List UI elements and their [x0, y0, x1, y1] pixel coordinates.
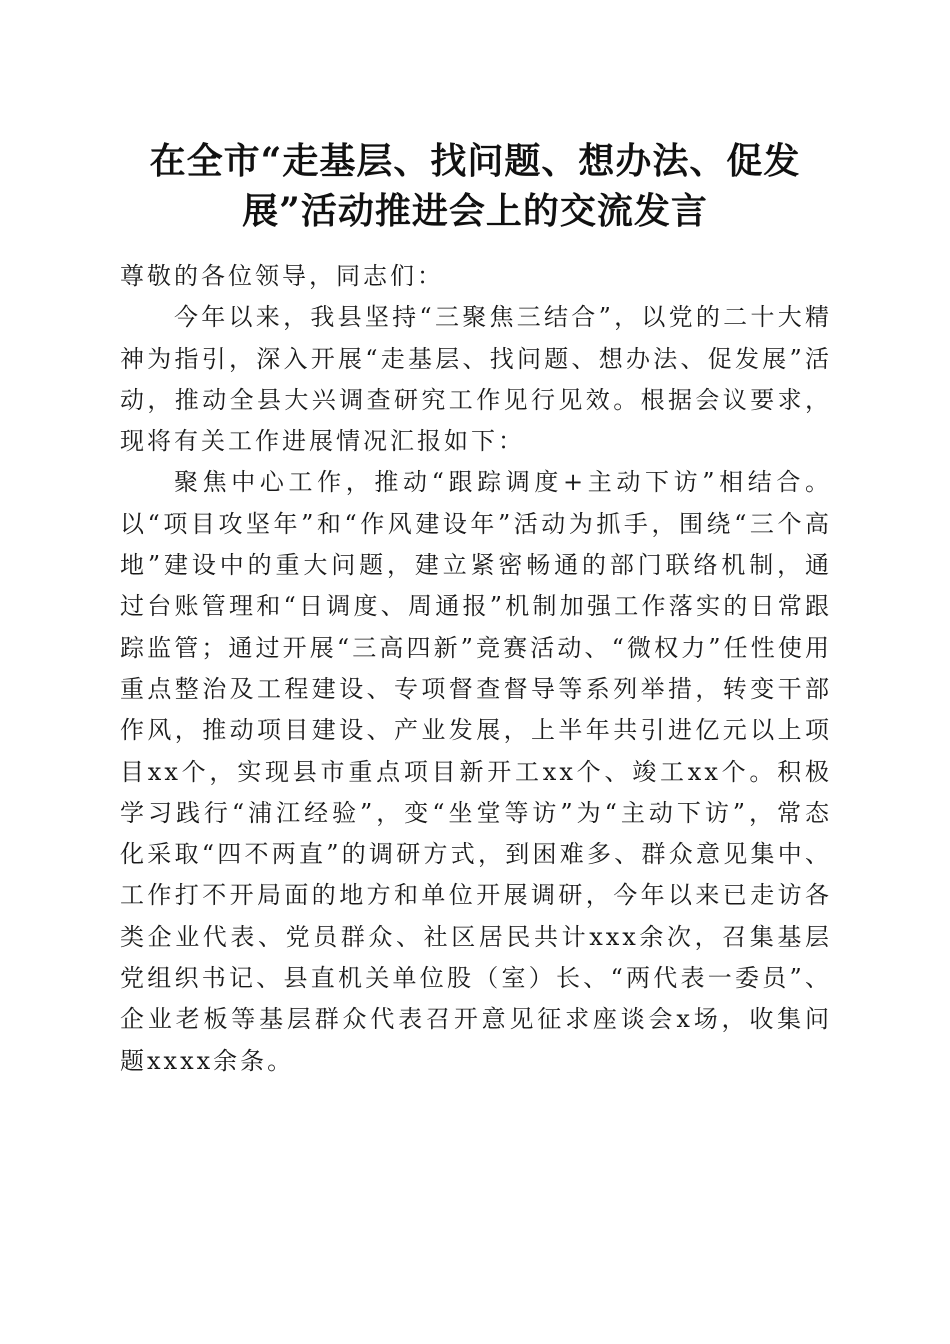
paragraph-focus-central-work: 聚焦中心工作，推动“跟踪调度+主动下访”相结合。以“项目攻坚年”和“作风建设年”活动为抓手，围绕“三个高地”建设中的重大问题，建立紧密畅通的部门联络机制，通过台账管理和“日调度、周通报”机制加强工作落实的日常跟踪监管；通过开展“三高四新”竞赛活动、“微权力”任性使用重点整治及工程建设、专项督查督导等系列举措，转变干部作风，推动项目建设、产业发展，上半年共引进亿元以上项目xx个，实现县市重点项目新开工xx个、竣工xx个。积极学习践行“浦江经验”，变“坐堂等访”为“主动下访”，常态化采取“四不两直”的调研方式，到困难多、群众意见集中、工作打不开局面的地方和单位开展调研，今年以来已走访各类企业代表、党员群众、社区居民共计xxx余次，召集基层党组织书记、县直机关单位股（室）长、“两代表一委员”、企业老板等基层群众代表召开意见征求座谈会x场，收集问题xxxx余条。 [120, 468, 832, 1075]
title-line-1: 在全市“走基层、找问题、想办法、促发 [149, 140, 801, 182]
salutation: 尊敬的各位领导，同志们： [120, 262, 444, 290]
document-body [120, 256, 832, 1082]
paragraph-intro: 今年以来，我县坚持“三聚焦三结合”，以党的二十大精神为指引，深入开展“走基层、找问题、想办法、促发展”活动，推动全县大兴调查研究工作见行见效。根据会议要求，现将有关工作进展情况汇报如下： [120, 303, 832, 456]
document-title [120, 136, 830, 236]
title-line-2: 展”活动推进会上的交流发言 [242, 190, 708, 232]
